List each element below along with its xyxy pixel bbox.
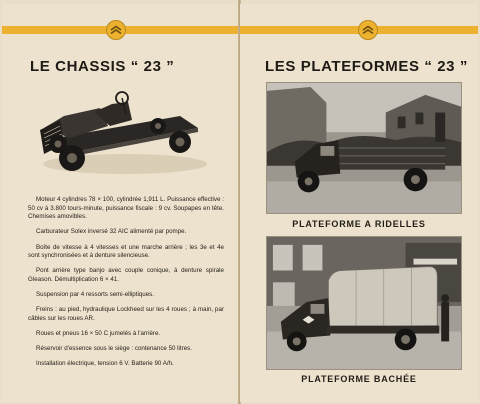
spec-suspension: Suspension par 4 ressorts semi-elliptiques. xyxy=(36,291,154,299)
spec-fuel-tank: Réservoir d'essence sous le siège : contenance 50 litres. xyxy=(36,345,192,353)
spec-brakes: Freins : au pied, hydraulique Lockheed sur les 4 roues ; à main, par câbles sur les roues AR. xyxy=(28,306,224,322)
spec-list xyxy=(28,196,224,376)
spec-carburetor: Carburateur Solex inversé 32 AIC alimenté par pompe. xyxy=(36,228,187,236)
spec-electrical: Installation électrique, tension 6 V. Batterie 90 A/h. xyxy=(36,360,174,368)
right-page xyxy=(240,4,478,402)
spec-wheels: Roues et pneus 16 × 50 C jumelés à l'arrière. xyxy=(36,330,161,338)
caption-plateforme-bachee: PLATEFORME BACHÉE xyxy=(301,374,417,384)
plateforme-bachee-photo xyxy=(266,236,462,370)
spec-rear-axle: Pont arrière type banjo avec couple conique, à denture spirale Gleason. Démultiplication 6 × 41. xyxy=(28,267,224,283)
left-page xyxy=(2,4,239,402)
chassis-photo xyxy=(30,86,210,182)
plateforme-ridelles-photo xyxy=(266,82,462,214)
caption-plateforme-ridelles: PLATEFORME A RIDELLES xyxy=(292,219,426,229)
page-title: LES PLATEFORMES “ 23 ” xyxy=(265,58,468,75)
spec-gearbox: Boîte de vitesse à 4 vitesses et une marche arrière ; les 3e et 4e sont synchronisées et à denture silencieuse. xyxy=(28,243,224,260)
spec-engine: Moteur 4 cylindres 78 × 100, cylindrée 1,911 L. Puissance effective : 50 cv à 3.800 tours-minute, puissance fiscale : 9 cv. Soupapes en tête. Chemises amovibles. xyxy=(28,196,224,221)
page-title: LE CHASSIS “ 23 ” xyxy=(30,58,175,75)
double-chevron-emblem-icon xyxy=(358,20,378,40)
double-chevron-emblem-icon xyxy=(106,20,126,40)
